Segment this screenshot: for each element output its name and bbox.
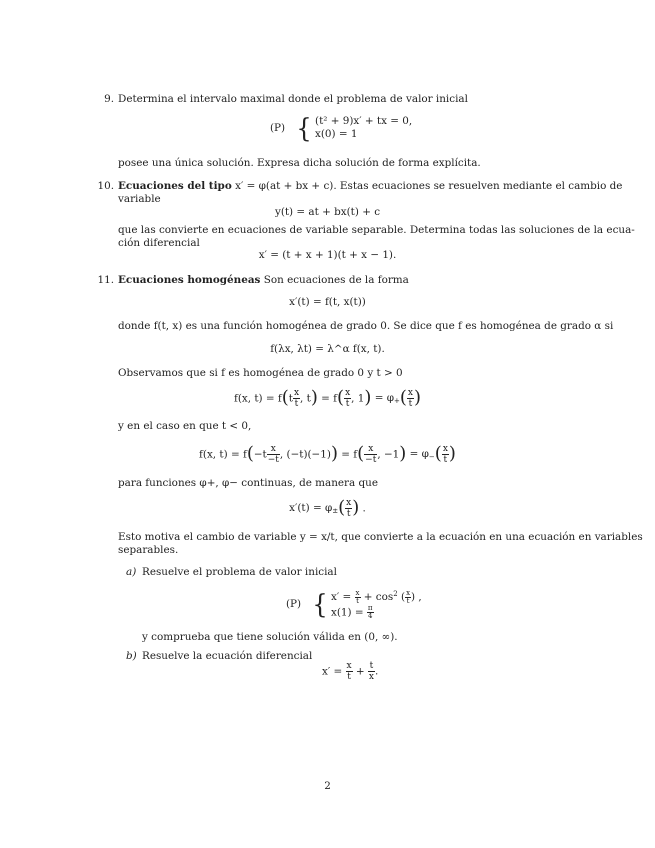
item-11-line-homog: donde f(t, x) es una función homogénea de grado 0. Se dice que f es homogénea de grado α si (118, 320, 614, 332)
page-number: 2 (324, 780, 331, 792)
sub-b-eq: x′ = $\frac{x}{t}$ + $\frac{t}{x}$ . (322, 661, 379, 682)
item-10-line1-rest: x′ = φ(at + bx + c). Estas ecuaciones se resuelven mediante el cambio de (235, 180, 623, 192)
sub-a-eq2: x(1) = $\frac{\pi}{4}$ (331, 603, 373, 620)
item-10-line1 (118, 180, 622, 193)
brace-symbol: { (312, 588, 328, 620)
item-9-eq1: (t² + 9)x′ + tx = 0, (315, 115, 413, 127)
sub-a-P-label: (P) (286, 597, 302, 610)
sub-a-check: y comprueba que tiene solución válida en (0, ∞). (142, 631, 398, 643)
item-11-line-case: y en el caso en que t < 0, (118, 420, 252, 432)
sub-a-eq1: x′ = $\frac{x}{t}$ + $\cos^2$ ( $\frac{x}{t}$ ) , (331, 588, 422, 605)
sub-b-text: Resuelve la ecuación diferencial (142, 650, 313, 662)
item-10-line4: ción diferencial (118, 237, 200, 249)
item-11-eq-form: x′(t) = f(t, x(t)) (289, 296, 366, 308)
item-10-line2: variable (118, 193, 161, 205)
item-11-line-funcs: para funciones φ+, φ− continuas, de manera que (118, 477, 379, 489)
item-9-intro: Determina el intervalo maximal donde el problema de valor inicial (118, 93, 468, 105)
item-9-label: (P) (270, 122, 286, 134)
item-11-eq-homog: f(λx, λt) = λ^α f(x, t). (270, 343, 385, 355)
sub-a-label: a) (126, 566, 137, 578)
item-11-eq-positive: f(x, t) = f(t $\frac{x}{t}$ , t) = f( $\frac{x}{t}$ , $1) = \varphi_+$( $\frac{x}{t}$ ) (233, 387, 422, 409)
item-11-line-obs: Observamos que si f es homogénea de grado 0 y t > 0 (118, 367, 403, 379)
item-10-eq-change: y(t) = at + bx(t) + c (274, 206, 381, 218)
item-9-number: 9. (104, 93, 114, 105)
item-11-eq-phi-pm: $x'(t) = \varphi_\pm$( $\frac{x}{t}$ ) . (289, 497, 366, 519)
item-10-eq-diff: x′ = (t + x + 1)(t + x − 1). (258, 249, 397, 261)
item-11-line-motiva2: separables. (118, 544, 179, 556)
item-9-eq2: x(0) = 1 (315, 128, 358, 140)
item-11-number: 11. (97, 274, 114, 286)
sub-b-label: b) (126, 650, 137, 662)
item-11-title-rest: Son ecuaciones de la forma (263, 274, 409, 286)
item-11-eq-negative: f(x, t) = f(−t $\frac{x}{-t}$ , (−t)(−1)) = f( $\frac{x}{-t}$ , $-1) = \varphi_-$( $\frac{x}{t}$ ) (199, 443, 456, 465)
sub-a-system (286, 588, 422, 620)
item-9-outro: posee una única solución. Expresa dicha solución de forma explícita. (118, 157, 481, 169)
item-10-title: Ecuaciones del tipo (118, 180, 232, 192)
sub-a-text: Resuelve el problema de valor inicial (142, 566, 337, 578)
item-9-system (270, 112, 413, 144)
brace-symbol: { (296, 112, 312, 144)
item-10-number: 10. (97, 180, 114, 192)
item-11-title: Ecuaciones homogéneas (118, 274, 261, 286)
item-11-line1 (118, 274, 409, 287)
item-11-line-motiva1: Esto motiva el cambio de variable y = x/t, que convierte a la ecuación en una ecuación en variables (118, 531, 643, 543)
item-10-line3: que las convierte en ecuaciones de variable separable. Determina todas las soluciones de la ecua- (118, 224, 635, 236)
